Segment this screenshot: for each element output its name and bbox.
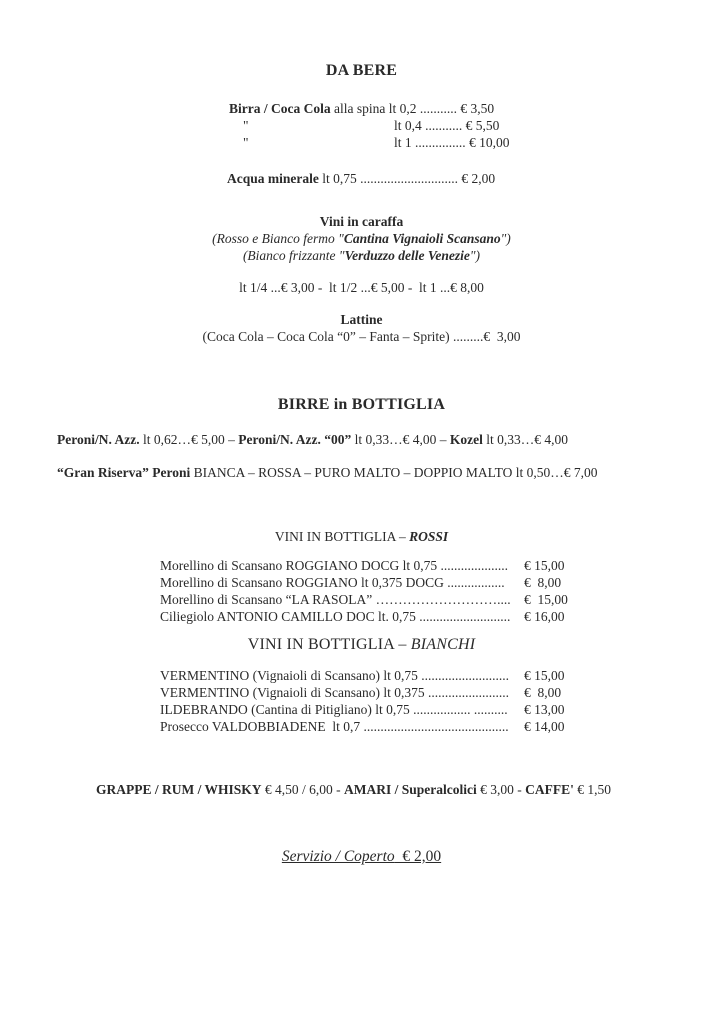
wine-price: € 15,00 xyxy=(524,668,565,683)
wine-name: ILDEBRANDO (Cantina di Pitigliano) lt 0,75 ................. .......... xyxy=(160,702,508,717)
wine-name: VERMENTINO (Vignaioli di Scansano) lt 0,75 .......................... xyxy=(160,668,510,683)
section-title-vini-bianchi: VINI IN BOTTIGLIA – BIANCHI xyxy=(247,636,476,653)
wine-name: VERMENTINO (Vignaioli di Scansano) lt 0,375 ........................ xyxy=(160,685,510,700)
caraffa-line-1: (Rosso e Bianco fermo "Cantina Vignaioli Scansano") xyxy=(212,231,511,246)
lattine-line: (Coca Cola – Coca Cola “0” – Fanta – Sprite) .........€ 3,00 xyxy=(202,329,521,344)
caraffa-line-2: (Bianco frizzante "Verduzzo delle Venezie") xyxy=(242,248,481,263)
wine-price: € 14,00 xyxy=(524,719,565,734)
section-title-da-bere: DA BERE xyxy=(325,62,398,79)
birra-row-2: lt 0,4 ........... € 5,50 xyxy=(394,118,500,133)
wine-name: Prosecco VALDOBBIADENE lt 0,7 ........................................... xyxy=(160,719,509,734)
ditto-mark: " xyxy=(243,118,249,133)
birre-line-1: Peroni/N. Azz. lt 0,62…€ 5,00 – Peroni/N. Azz. “00” lt 0,33…€ 4,00 – Kozel lt 0,33…€ 4,00 xyxy=(57,432,569,447)
birra-row-3: lt 1 ............... € 10,00 xyxy=(394,135,510,150)
acqua-label: Acqua minerale xyxy=(227,171,319,186)
wine-price: € 16,00 xyxy=(524,609,565,624)
section-title-birre: BIRRE in BOTTIGLIA xyxy=(277,396,446,413)
servizio-coperto: Servizio / Coperto € 2,00 xyxy=(281,848,442,865)
birra-row-1: Birra / Coca Cola alla spina lt 0,2 ........... € 3,50 xyxy=(229,101,495,116)
birra-label: Birra / Coca Cola xyxy=(229,101,331,116)
wine-price: € 8,00 xyxy=(524,685,562,700)
birre-line-2: “Gran Riserva” Peroni BIANCA – ROSSA – PURO MALTO – DOPPIO MALTO lt 0,50…€ 7,00 xyxy=(57,465,598,480)
wine-price: € 15,00 xyxy=(524,558,565,573)
extras-line: GRAPPE / RUM / WHISKY € 4,50 / 6,00 - AMARI / Superalcolici € 3,00 - CAFFE' € 1,50 xyxy=(96,782,612,797)
wine-price: € 13,00 xyxy=(524,702,565,717)
lattine-title: Lattine xyxy=(340,312,383,327)
ditto-mark: " xyxy=(243,135,249,150)
vini-caraffa-title: Vini in caraffa xyxy=(319,214,404,229)
acqua-row: Acqua minerale lt 0,75 ............................. € 2,00 xyxy=(227,171,496,186)
wine-name: Ciliegiolo ANTONIO CAMILLO DOC lt. 0,75 ........................... xyxy=(160,609,511,624)
wine-price: € 8,00 xyxy=(524,575,562,590)
wine-name: Morellino di Scansano “LA RASOLA” ……………………….... xyxy=(160,592,511,607)
wine-name: Morellino di Scansano ROGGIANO lt 0,375 DOCG ................. xyxy=(160,575,505,590)
section-title-vini-rossi: VINI IN BOTTIGLIA – ROSSI xyxy=(274,529,449,544)
wine-name: Morellino di Scansano ROGGIANO DOCG lt 0,75 .................... xyxy=(160,558,508,573)
wine-price: € 15,00 xyxy=(524,592,568,607)
caraffa-prices: lt 1/4 ...€ 3,00 - lt 1/2 ...€ 5,00 - lt 1 ...€ 8,00 xyxy=(239,280,484,295)
